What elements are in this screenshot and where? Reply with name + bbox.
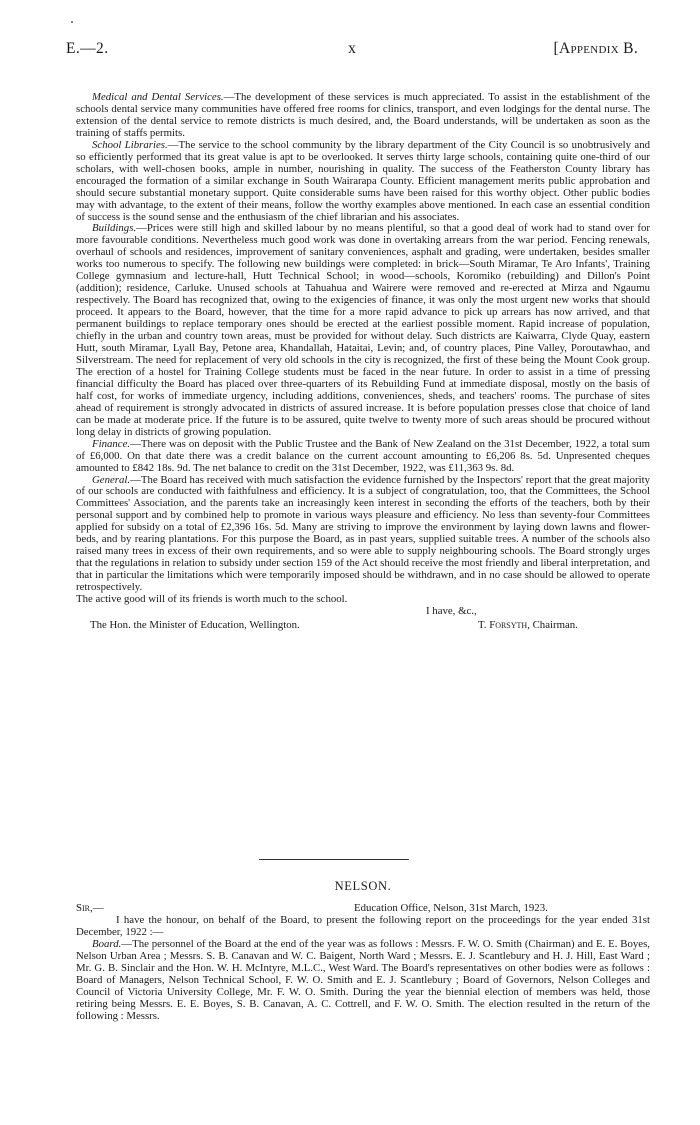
paragraph-school-libraries	[76, 140, 650, 224]
salutation: Sir,—	[76, 901, 104, 914]
signatory-title: , Chairman.	[527, 618, 578, 631]
paragraph-general	[76, 475, 650, 595]
letter-heading	[76, 903, 650, 915]
paragraph-text: —The personnel of the Board at the end of the year was as follows : Messrs. F. W. O. Smith (Chairman) and E. E. Boyes, Nelson Urban Area ; Messrs. S. B. Canavan and W. C. Baigent, North Ward ; Messrs. E. J. Scantlebury and H. J. Hill, East Ward ; Mr. G. B. Sinclair and the Hon. W. H. McIntyre, M.L.C., West Ward. The Board's representatives on other bodies were as follows : Board of Managers, Nelson Technical School, F. W. O. Smith and E. J. Scantlebury ; Board of Governors, Nelson Colleges and Council of Victoria University College, Mr. F. W. O. Smith. During the year the biennial election of members was held, those retiring being Messrs. E. E. Boyes, S. B. Canavan, A. C. Cottrell, and F. W. O. Smith. The election resulted in the return of the following : Messrs.	[76, 937, 650, 1022]
page-speck	[71, 21, 73, 23]
nelson-report	[76, 881, 650, 1023]
paragraph-text: —There was on deposit with the Public Trustee and the Bank of New Zealand on the 31st December, 1922, a total sum of £6,000. On that date there was a credit balance on the current account amounting to £6,206 8s. 5d. Unpresented cheques amounted to £842 18s. 9d. The net balance to credit on the 31st December, 1922, was £11,363 9s. 8d.	[76, 437, 650, 474]
wellington-report-body	[76, 92, 650, 634]
paragraph-heading: School Libraries.	[92, 138, 168, 151]
letter-closing	[76, 606, 650, 634]
section-title: NELSON.	[334, 879, 392, 893]
paragraph-text: —The service to the school community by the library department of the City Council is so unobtrusively and so efficiently performed that its great value is apt to be overlooked. It serves thirty large schools, containing quite one-third of our scholars, with well-chosen books, ample in number, nourishing in quality. The success of the Featherston County library has encouraged the formation of a similar exchange in South Wairarapa County. Efficient management merits public approbation and should secure substantial monetary support. Quite considerable sums have been raised for this worthy object. Other public bodies may with advantage, to the extent of their means, follow the worthy examples above mentioned. In each case an essential condition of success is the sound sense and the enthusiasm of the chief librarian and his associates.	[76, 138, 651, 223]
sender-address: Education Office, Nelson, 31st March, 1923.	[354, 901, 548, 914]
paragraph-closing-line	[76, 594, 650, 606]
paragraph-buildings	[76, 223, 650, 438]
paragraph-finance	[76, 439, 650, 475]
page-number: x	[348, 40, 356, 57]
paragraph-board	[76, 939, 650, 1023]
addressee: The Hon. the Minister of Education, Wellington.	[90, 618, 300, 631]
paragraph-heading: Board.	[92, 937, 122, 950]
signature	[478, 620, 578, 632]
paragraph-heading: Finance.	[92, 437, 131, 450]
paragraph-intro: I have the honour, on behalf of the Board, to present the following report on the proceedings for the year ended 31st December, 1922 :—	[76, 913, 650, 938]
paragraph-heading: Medical and Dental Services.	[92, 91, 224, 103]
signatory-name: T. Forsyth	[478, 618, 528, 631]
section-divider	[259, 859, 409, 860]
paragraph-text: —The Board has received with much satisfaction the evidence furnished by the Inspectors' report that the great majority of our schools are conducted with faithfulness and efficiency. It is a subject of congratulation, too, that the Committees, the School Committees' Association, and the parents take an increasingly keen interest in seconding the efforts of the teachers, both by their personal support and by combined help to promote in various ways pleasure and efficiency. No less than seventy-four Committees applied for subsidy on a total of £2,396 16s. 5d. Many are striving to improve the environment by laying down lawns and flower-beds, and by rearing plantations. For this purpose the Board, as in past years, supplied suitable trees. A number of the schools also raised many trees in excess of their own requirements, and so were able to supply neighbouring schools. The Board strongly urges that the regulations in relation to subsidy under section 159 of the Act should receive the most friendly and liberal interpretation, and that in particular the limitations which were temporarily imposed should be withdrawn, and in no case should be allowed to operate retrospectively.	[76, 473, 650, 594]
report-reference: E.—2.	[66, 40, 109, 57]
valediction: I have, &c.,	[426, 604, 477, 617]
paragraph-medical-dental	[76, 92, 650, 140]
paragraph-heading: General.	[92, 473, 131, 486]
page-header	[66, 40, 638, 62]
paragraph-text: —The development of these services is much appreciated. To assist in the establishment of the schools dental service many communities have offered free rooms for clinics, transport, and even lodgings for the dental nurse. The extension of the dental service to remote districts is much desired, and, the Board understands, will be undertaken as soon as the training of staffs permits.	[76, 91, 650, 139]
paragraph-heading: Buildings.	[92, 222, 137, 235]
appendix-reference: [Appendix B.	[553, 40, 638, 57]
paragraph-text: The active good will of its friends is worth much to the school.	[76, 593, 348, 606]
paragraph-text: —Prices were still high and skilled labour by no means plentiful, so that a good deal of work had to stand over for more favourable conditions. Nevertheless much good work was done in overtaking arrears from the war period. Fencing renewals, overhaul of schools and residences, improvement of sanitary conveniences, asphalt and grading, were undertaken, besides smaller works too numerous to specify. The following new buildings were completed: in brick—South Miramar, Te Aro Infants', Training College gymnasium and lecture-hall, Hutt Technical School; in wood—schools, Koromiko (rebuilding) and Dillon's Point (addition); residence, Carluke. Unused schools at Tahuahua and Wairere were removed and re-erected at Mirza and Ngaumu respectively. The Board has recognized that, owing to the exigencies of finance, it was only the most urgent new works that should proceed. It appears to the Board, however, that the time for a more rapid advance to pick up arrears has now arrived, and that permanent buildings to replace temporary ones should be erected at the earliest possible moment. Rapid increase of population, chiefly in the urban and country town areas, must be provided for without delay. Such districts are Kaiwarra, Clyde Quay, eastern Hutt, south Miramar, Lyall Bay, Petone area, Khandallah, Hataitai, Levin; and, of country places, Pine Valley, Poroutawhao, and Silverstream. The need for replacement of very old schools in the city is recognized, the first of these being the Mount Cook group. The erection of a hostel for Training College students must be faced in the near future. In order to assist in a time of pressing financial difficulty the Board has placed over three-quarters of its Rebuilding Fund at immediate disposal, mostly on the basis of half cost, for works of immediate urgency, including additions, conveniences, sheds, and teachers' rooms. The purchase of sites ahead of requirement is strongly advocated in districts of assured increase. It is before population presses close that choice of land can be made at moderate price. If the future is to be assured, quite twelve to twenty more of such areas should be procured without long delay in districts of growing population.	[76, 222, 650, 438]
